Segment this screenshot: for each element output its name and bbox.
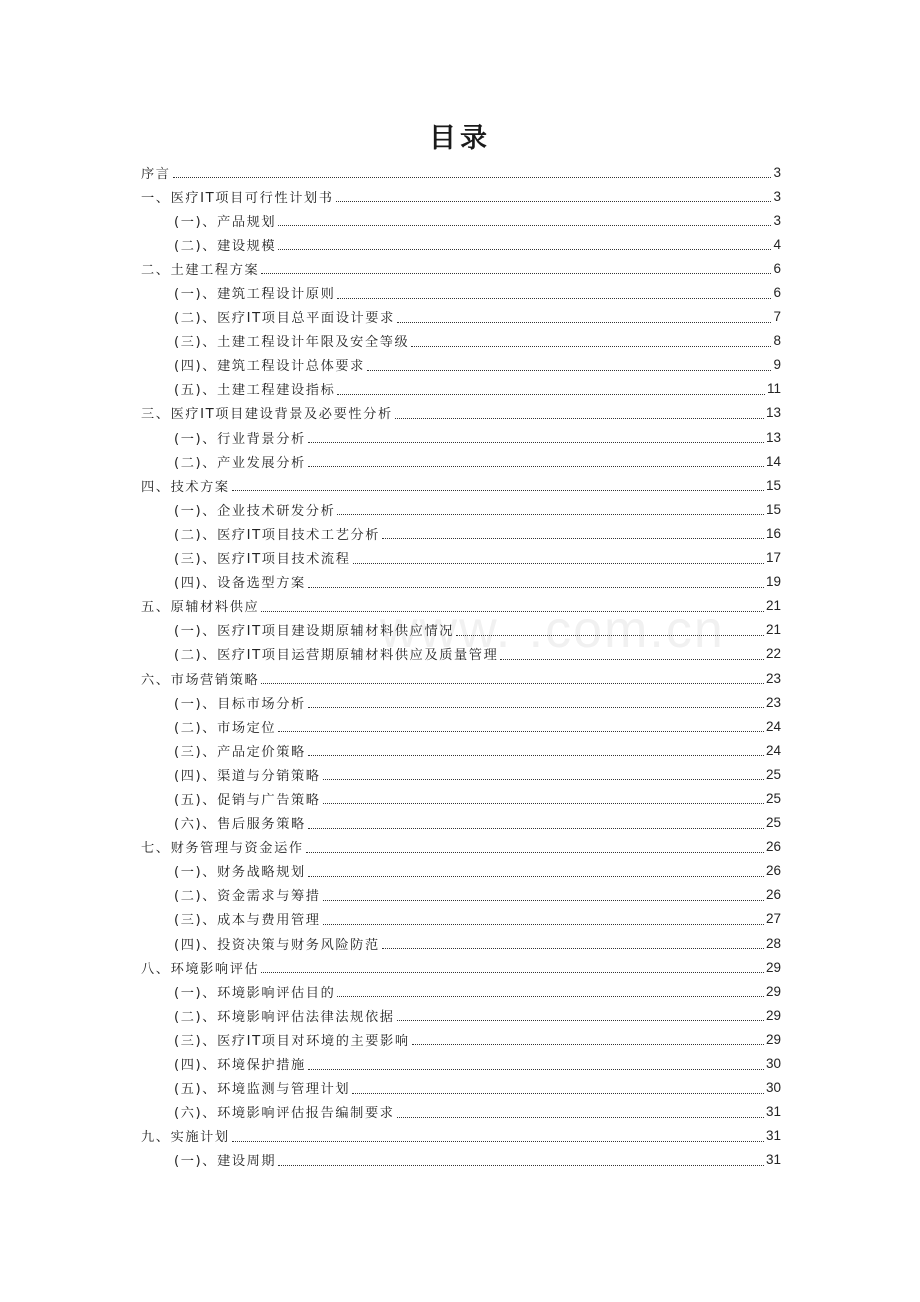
toc-dot-leader	[308, 827, 764, 829]
toc-page-number: 30	[765, 1056, 781, 1072]
toc-dot-leader	[500, 658, 764, 660]
toc-entry-label: (五)、土建工程建设指标	[174, 383, 336, 399]
toc-page-number: 26	[765, 839, 781, 855]
toc-entry-label: (一)、目标市场分析	[174, 696, 306, 712]
toc-section-entry[interactable]	[141, 425, 781, 449]
toc-section-entry[interactable]	[141, 329, 781, 353]
toc-page-number: 17	[765, 550, 781, 566]
toc-section-entry[interactable]	[141, 570, 781, 594]
toc-dot-leader	[367, 369, 772, 371]
toc-page-number: 15	[765, 501, 781, 517]
toc-page-number: 24	[765, 718, 781, 734]
toc-page-number: 19	[765, 574, 781, 590]
toc-section-entry[interactable]	[141, 738, 781, 762]
toc-section-entry[interactable]	[141, 521, 781, 545]
toc-page-number: 31	[765, 1152, 781, 1168]
toc-dot-leader	[397, 1019, 764, 1021]
toc-entry-label: (三)、成本与费用管理	[174, 913, 321, 929]
toc-section-entry[interactable]	[141, 497, 781, 521]
toc-dot-leader	[411, 345, 771, 347]
toc-section-entry[interactable]	[141, 642, 781, 666]
toc-dot-leader	[456, 634, 764, 636]
toc-entry-label: 序言	[141, 166, 171, 182]
toc-entry-label: (二)、资金需求与筹措	[174, 889, 321, 905]
toc-dot-leader	[308, 441, 764, 443]
toc-section-entry[interactable]	[141, 1051, 781, 1075]
toc-dot-leader	[308, 465, 764, 467]
toc-entry-label: (四)、环境保护措施	[174, 1058, 306, 1074]
toc-entry-label: (一)、行业背景分析	[174, 431, 306, 447]
toc-entry-label: (五)、环境监测与管理计划	[174, 1082, 351, 1098]
toc-dot-leader	[261, 682, 764, 684]
toc-chapter-entry[interactable]	[141, 184, 781, 208]
toc-page-number: 26	[765, 887, 781, 903]
toc-page-number: 8	[773, 333, 781, 349]
toc-dot-leader	[382, 947, 764, 949]
toc-page-number: 13	[765, 429, 781, 445]
toc-page-number: 9	[773, 357, 781, 373]
toc-page-number: 30	[765, 1080, 781, 1096]
toc-dot-leader	[352, 1092, 764, 1094]
toc-dot-leader	[261, 272, 771, 274]
toc-page-number: 21	[765, 622, 781, 638]
toc-page-number: 3	[773, 188, 781, 204]
toc-chapter-entry[interactable]	[141, 256, 781, 280]
toc-section-entry[interactable]	[141, 931, 781, 955]
toc-entry-label: (二)、建设规模	[174, 238, 277, 254]
toc-page-number: 29	[765, 959, 781, 975]
toc-dot-leader	[173, 176, 772, 178]
toc-chapter-entry[interactable]	[141, 835, 781, 859]
toc-chapter-entry[interactable]	[141, 1124, 781, 1148]
toc-page-number: 25	[765, 790, 781, 806]
toc-page-number: 15	[765, 477, 781, 493]
toc-page-number: 3	[773, 164, 781, 180]
toc-entry-label: 九、实施计划	[141, 1130, 230, 1146]
toc-dot-leader	[337, 995, 764, 997]
toc-entry-label: (一)、产品规划	[174, 214, 277, 230]
toc-section-entry[interactable]	[141, 1100, 781, 1124]
toc-dot-leader	[337, 393, 765, 395]
toc-chapter-entry[interactable]	[141, 594, 781, 618]
toc-dot-leader	[323, 899, 764, 901]
toc-entry-label: 二、土建工程方案	[141, 262, 260, 278]
toc-chapter-entry[interactable]	[141, 666, 781, 690]
toc-entry-label: (四)、投资决策与财务风险防范	[174, 937, 380, 953]
toc-dot-leader	[323, 778, 764, 780]
toc-dot-leader	[308, 586, 764, 588]
toc-section-entry[interactable]	[141, 811, 781, 835]
toc-dot-leader	[278, 730, 764, 732]
toc-section-entry[interactable]	[141, 1148, 781, 1172]
toc-page-number: 22	[765, 646, 781, 662]
toc-page-number: 16	[765, 525, 781, 541]
toc-section-entry[interactable]	[141, 786, 781, 810]
toc-entry-label: (一)、建筑工程设计原则	[174, 287, 336, 303]
toc-section-entry[interactable]	[141, 232, 781, 256]
toc-page-number: 3	[773, 212, 781, 228]
toc-dot-leader	[308, 1068, 764, 1070]
toc-entry-label: 一、医疗IT项目可行性计划书	[141, 190, 334, 206]
toc-entry-label: (二)、市场定位	[174, 720, 277, 736]
toc-dot-leader	[232, 489, 764, 491]
toc-entry-label: (二)、产业发展分析	[174, 455, 306, 471]
toc-dot-leader	[323, 802, 764, 804]
toc-dot-leader	[395, 417, 764, 419]
toc-entry-label: (四)、设备选型方案	[174, 576, 306, 592]
toc-page-number: 21	[765, 598, 781, 614]
toc-entry-label: (二)、医疗IT项目运营期原辅材料供应及质量管理	[174, 648, 499, 664]
toc-section-entry[interactable]	[141, 690, 781, 714]
toc-page-number: 29	[765, 1031, 781, 1047]
toc-dot-leader	[261, 971, 764, 973]
toc-entry-label: (三)、土建工程设计年限及安全等级	[174, 335, 410, 351]
toc-section-entry[interactable]	[141, 1003, 781, 1027]
toc-page-number: 29	[765, 983, 781, 999]
toc-dot-leader	[337, 513, 764, 515]
toc-section-entry[interactable]	[141, 1027, 781, 1051]
toc-page-number: 13	[765, 405, 781, 421]
toc-dot-leader	[306, 851, 764, 853]
toc-entry-label: (五)、促销与广告策略	[174, 792, 321, 808]
toc-chapter-entry[interactable]	[141, 401, 781, 425]
toc-section-entry[interactable]	[141, 305, 781, 329]
toc-entry-label: (一)、环境影响评估目的	[174, 985, 336, 1001]
toc-entry-label: (三)、医疗IT项目对环境的主要影响	[174, 1033, 410, 1049]
toc-entry-label: 四、技术方案	[141, 479, 230, 495]
toc-page-number: 23	[765, 670, 781, 686]
toc-page-number: 23	[765, 694, 781, 710]
toc-dot-leader	[278, 224, 771, 226]
toc-page-number: 6	[773, 260, 781, 276]
toc-chapter-entry[interactable]	[141, 955, 781, 979]
toc-entry-label: 八、环境影响评估	[141, 961, 260, 977]
toc-entry-label: (一)、财务战略规划	[174, 865, 306, 881]
toc-chapter-entry[interactable]	[141, 160, 781, 184]
toc-dot-leader	[261, 610, 764, 612]
toc-dot-leader	[308, 875, 764, 877]
toc-entry-label: (三)、医疗IT项目技术流程	[174, 552, 351, 568]
toc-entry-label: (二)、医疗IT项目总平面设计要求	[174, 311, 395, 327]
toc-dot-leader	[397, 321, 772, 323]
toc-entry-label: (三)、产品定价策略	[174, 744, 306, 760]
toc-dot-leader	[337, 297, 771, 299]
toc-chapter-entry[interactable]	[141, 473, 781, 497]
toc-section-entry[interactable]	[141, 618, 781, 642]
toc-page-number: 31	[765, 1128, 781, 1144]
toc-section-entry[interactable]	[141, 546, 781, 570]
toc-page-number: 11	[766, 381, 781, 397]
toc-entry-label: (二)、环境影响评估法律法规依据	[174, 1009, 395, 1025]
toc-section-entry[interactable]	[141, 1076, 781, 1100]
toc-section-entry[interactable]	[141, 979, 781, 1003]
toc-page-number: 4	[773, 236, 781, 252]
toc-section-entry[interactable]	[141, 762, 781, 786]
toc-dot-leader	[232, 1140, 764, 1142]
toc-entry-label: (一)、建设周期	[174, 1154, 277, 1170]
toc-entry-label: 七、财务管理与资金运作	[141, 841, 304, 857]
toc-page-number: 6	[773, 285, 781, 301]
toc-dot-leader	[308, 754, 764, 756]
toc-entry-label: (四)、建筑工程设计总体要求	[174, 359, 365, 375]
toc-entry-label: (六)、环境影响评估报告编制要求	[174, 1106, 395, 1122]
toc-entry-label: (六)、售后服务策略	[174, 817, 306, 833]
toc-section-entry[interactable]	[141, 907, 781, 931]
toc-section-entry[interactable]	[141, 280, 781, 304]
toc-section-entry[interactable]	[141, 859, 781, 883]
toc-page-number: 27	[765, 911, 781, 927]
toc-dot-leader	[412, 1043, 764, 1045]
toc-dot-leader	[308, 706, 764, 708]
toc-entry-label: (四)、渠道与分销策略	[174, 768, 321, 784]
toc-page-number: 28	[765, 935, 781, 951]
page-title: 目录	[429, 123, 491, 154]
toc-dot-leader	[397, 1116, 764, 1118]
toc-entry-label: 六、市场营销策略	[141, 672, 260, 688]
toc-entry-label: 五、原辅材料供应	[141, 600, 260, 616]
table-of-contents	[141, 160, 781, 1172]
toc-page-number: 25	[765, 815, 781, 831]
toc-section-entry[interactable]	[141, 714, 781, 738]
toc-entry-label: (一)、企业技术研发分析	[174, 503, 336, 519]
toc-page-number: 7	[773, 309, 781, 325]
toc-dot-leader	[278, 248, 771, 250]
toc-section-entry[interactable]	[141, 883, 781, 907]
toc-dot-leader	[336, 200, 772, 202]
toc-page-number: 14	[765, 453, 781, 469]
toc-entry-label: (二)、医疗IT项目技术工艺分析	[174, 527, 381, 543]
toc-dot-leader	[353, 562, 764, 564]
toc-page-number: 25	[765, 766, 781, 782]
toc-dot-leader	[278, 1164, 764, 1166]
toc-page-number: 31	[765, 1104, 781, 1120]
toc-section-entry[interactable]	[141, 208, 781, 232]
toc-dot-leader	[382, 537, 764, 539]
toc-page-number: 29	[765, 1007, 781, 1023]
toc-dot-leader	[323, 923, 764, 925]
toc-section-entry[interactable]	[141, 449, 781, 473]
toc-page-number: 26	[765, 863, 781, 879]
toc-entry-label: 三、医疗IT项目建设背景及必要性分析	[141, 407, 393, 423]
toc-section-entry[interactable]	[141, 353, 781, 377]
toc-section-entry[interactable]	[141, 377, 781, 401]
toc-page-number: 24	[765, 742, 781, 758]
watermark: www. .com.cn	[380, 601, 725, 659]
toc-entry-label: (一)、医疗IT项目建设期原辅材料供应情况	[174, 624, 455, 640]
